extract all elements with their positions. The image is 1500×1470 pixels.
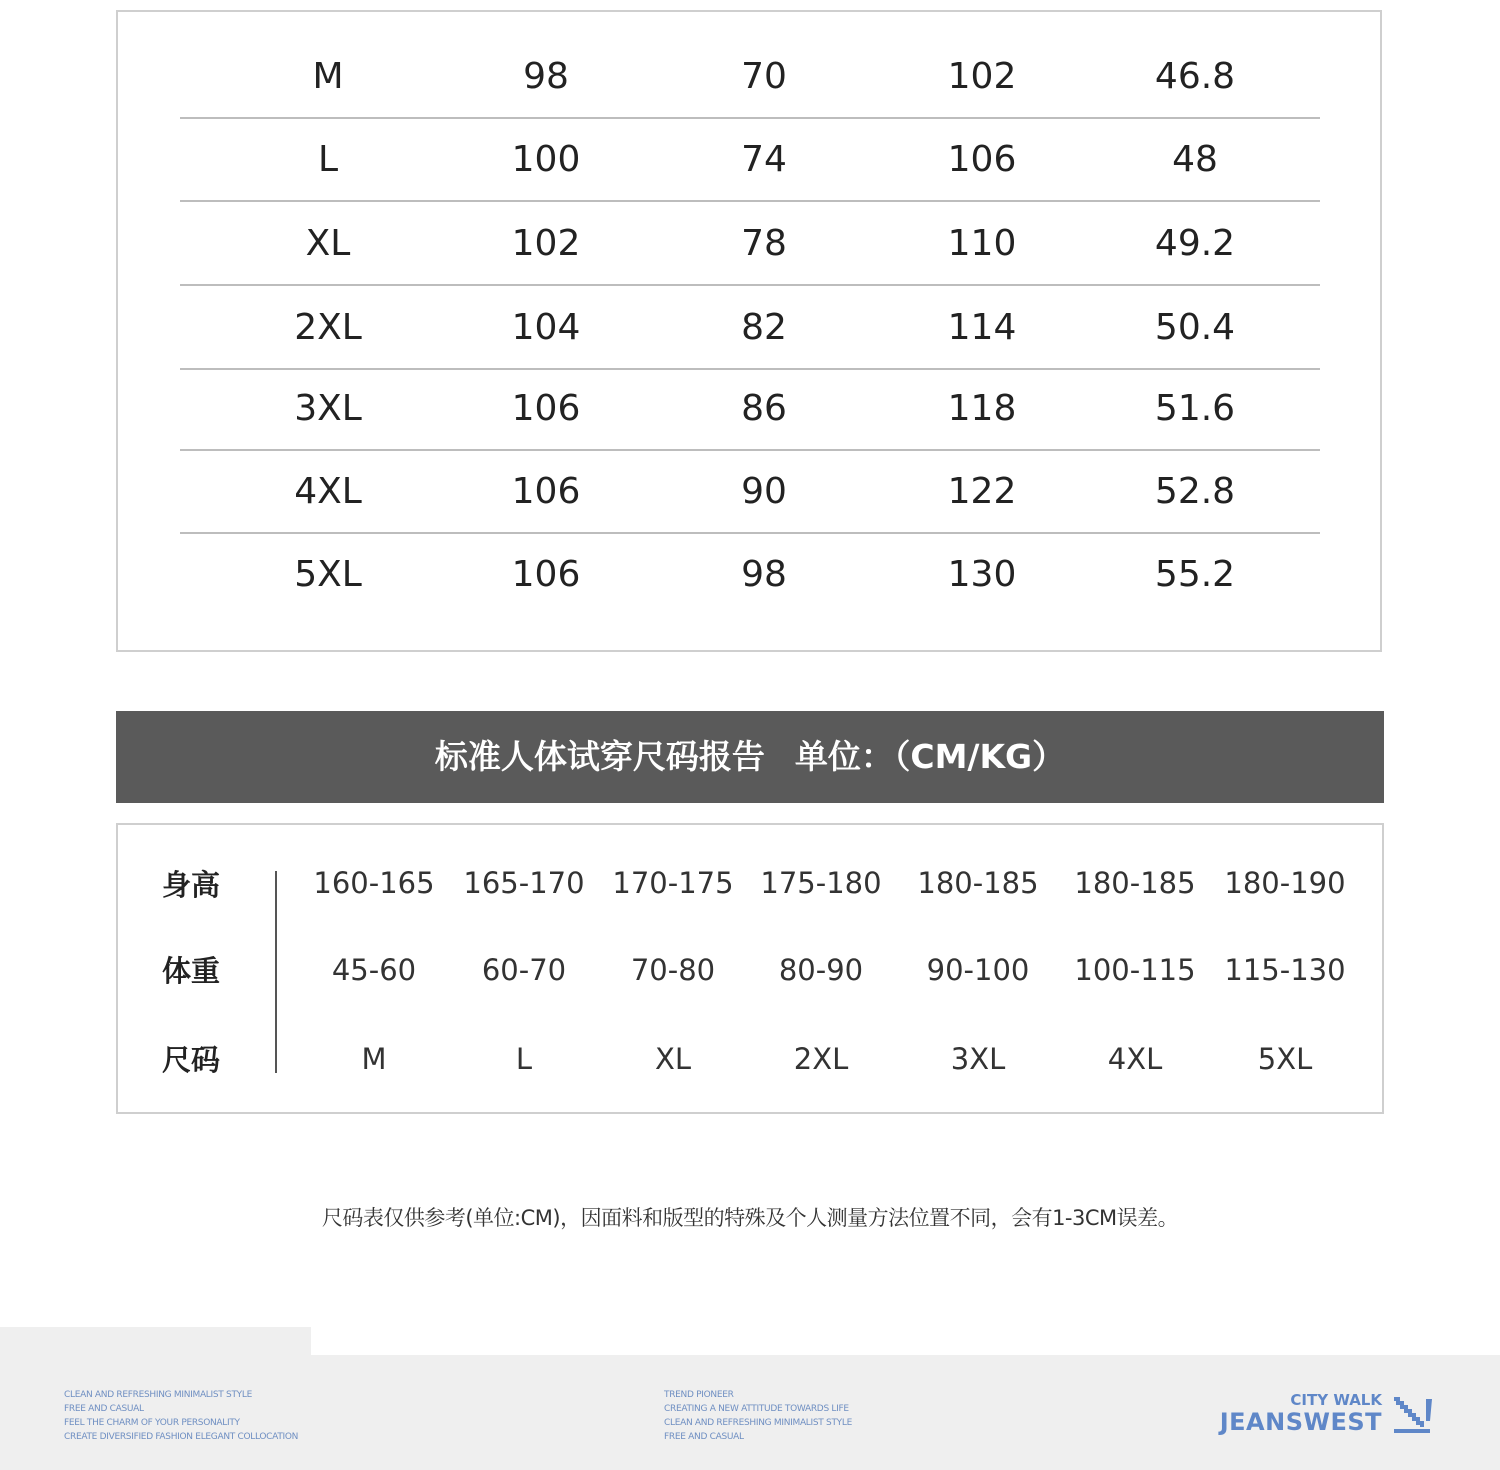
weight-range: 60-70: [481, 953, 567, 987]
label-divider: [275, 871, 277, 1073]
size-table-row: [180, 451, 1320, 534]
size-table-cell: 78: [741, 223, 787, 264]
size-table-row: [180, 534, 1320, 617]
banner-title: 标准人体试穿尺码报告: [434, 737, 765, 776]
size-table-row: [180, 287, 1320, 370]
footer-line: TREND PIONEER: [664, 1390, 734, 1400]
recommended-size: XL: [654, 1042, 692, 1076]
height-range: 165-170: [463, 866, 585, 900]
height-range: 160-165: [313, 866, 435, 900]
size-table-cell: 110: [947, 223, 1017, 264]
size-table-cell: 82: [741, 307, 787, 348]
footer-line: CREATE DIVERSIFIED FASHION ELEGANT COLLOCATION: [64, 1432, 299, 1442]
footer-middle-text: [664, 1388, 852, 1444]
footer-line: CLEAN AND REFRESHING MINIMALIST STYLE: [64, 1390, 252, 1400]
size-table-cell: 46.8: [1154, 56, 1236, 97]
height-range: 175-180: [760, 866, 882, 900]
size-note: 尺码表仅供参考(单位:CM)，因面料和版型的特殊及个人测量方法位置不同，会有1-3CM误差。: [321, 1206, 1179, 1230]
size-table-cell: 98: [523, 56, 569, 97]
footer-tab: [0, 1327, 311, 1357]
footer-left-text: [64, 1388, 298, 1444]
size-table-cell: L: [317, 139, 339, 180]
recommended-size: 2XL: [793, 1042, 849, 1076]
weight-range: 100-115: [1074, 953, 1196, 987]
height-range: 170-175: [612, 866, 734, 900]
size-table-cell: 114: [947, 307, 1017, 348]
fit-report-table: [116, 823, 1384, 1114]
footer-line: CREATING A NEW ATTITUDE TOWARDS LIFE: [664, 1404, 849, 1414]
height-range: 180-190: [1224, 866, 1346, 900]
height-range: 180-185: [1074, 866, 1196, 900]
size-table-cell: 5XL: [294, 554, 362, 595]
size-table-cell: 106: [511, 554, 581, 595]
size-table-cell: 51.6: [1154, 388, 1236, 429]
size-table-cell: 70: [741, 56, 787, 97]
brand-logo: [1220, 1391, 1382, 1435]
brand-name: JEANSWEST: [1219, 1408, 1382, 1436]
size-table-cell: 106: [511, 388, 581, 429]
footer-line: CLEAN AND REFRESHING MINIMALIST STYLE: [664, 1418, 852, 1428]
recommended-size: 3XL: [950, 1042, 1006, 1076]
footer: [0, 1355, 1500, 1470]
size-table-cell: XL: [305, 223, 351, 264]
size-table-cell: 49.2: [1154, 223, 1236, 264]
brand-tagline: CITY WALK: [1290, 1391, 1382, 1409]
size-table-cell: 98: [741, 554, 787, 595]
size-label: 尺码: [162, 1043, 221, 1077]
size-table-cell: 104: [511, 307, 581, 348]
banner-unit: 单位：（CM/KG）: [794, 737, 1066, 776]
size-table-cell: 55.2: [1154, 554, 1236, 595]
size-table-row: [180, 203, 1320, 286]
size-table: [116, 10, 1382, 652]
weight-range: 70-80: [630, 953, 716, 987]
weight-range: 80-90: [778, 953, 864, 987]
size-table-cell: 102: [947, 56, 1017, 97]
size-table-cell: 118: [947, 388, 1017, 429]
size-table-cell: 86: [741, 388, 787, 429]
recommended-size: L: [515, 1042, 533, 1076]
recommended-size: 4XL: [1107, 1042, 1163, 1076]
recommended-size: M: [361, 1042, 387, 1076]
weight-range: 45-60: [331, 953, 417, 987]
size-table-cell: 2XL: [294, 307, 362, 348]
size-table-cell: 106: [511, 471, 581, 512]
size-table-cell: 48: [1172, 139, 1218, 180]
size-table-cell: 4XL: [294, 471, 362, 512]
size-table-row: [180, 368, 1320, 451]
size-table-cell: M: [312, 56, 344, 97]
height-range: 180-185: [917, 866, 1039, 900]
size-table-row: [180, 119, 1320, 202]
footer-line: FREE AND CASUAL: [664, 1432, 744, 1442]
size-table-cell: 90: [741, 471, 787, 512]
size-table-cell: 74: [741, 139, 787, 180]
footer-line: FREE AND CASUAL: [64, 1404, 144, 1414]
size-table-row: [180, 36, 1320, 119]
size-table-cell: 130: [947, 554, 1017, 595]
brand-mark-icon: [1392, 1395, 1436, 1435]
weight-range: 90-100: [926, 953, 1030, 987]
size-table-cell: 106: [947, 139, 1017, 180]
size-table-cell: 122: [947, 471, 1017, 512]
size-table-cell: 102: [511, 223, 581, 264]
size-table-cell: 100: [511, 139, 581, 180]
size-table-cell: 50.4: [1154, 307, 1236, 348]
size-table-cell: 3XL: [294, 388, 362, 429]
footer-line: FEEL THE CHARM OF YOUR PERSONALITY: [64, 1418, 240, 1428]
recommended-size: 5XL: [1257, 1042, 1313, 1076]
height-label: 身高: [162, 868, 221, 902]
fit-report-banner: [116, 711, 1384, 803]
size-table-cell: 52.8: [1154, 471, 1236, 512]
weight-range: 115-130: [1224, 953, 1346, 987]
weight-label: 体重: [162, 954, 221, 988]
